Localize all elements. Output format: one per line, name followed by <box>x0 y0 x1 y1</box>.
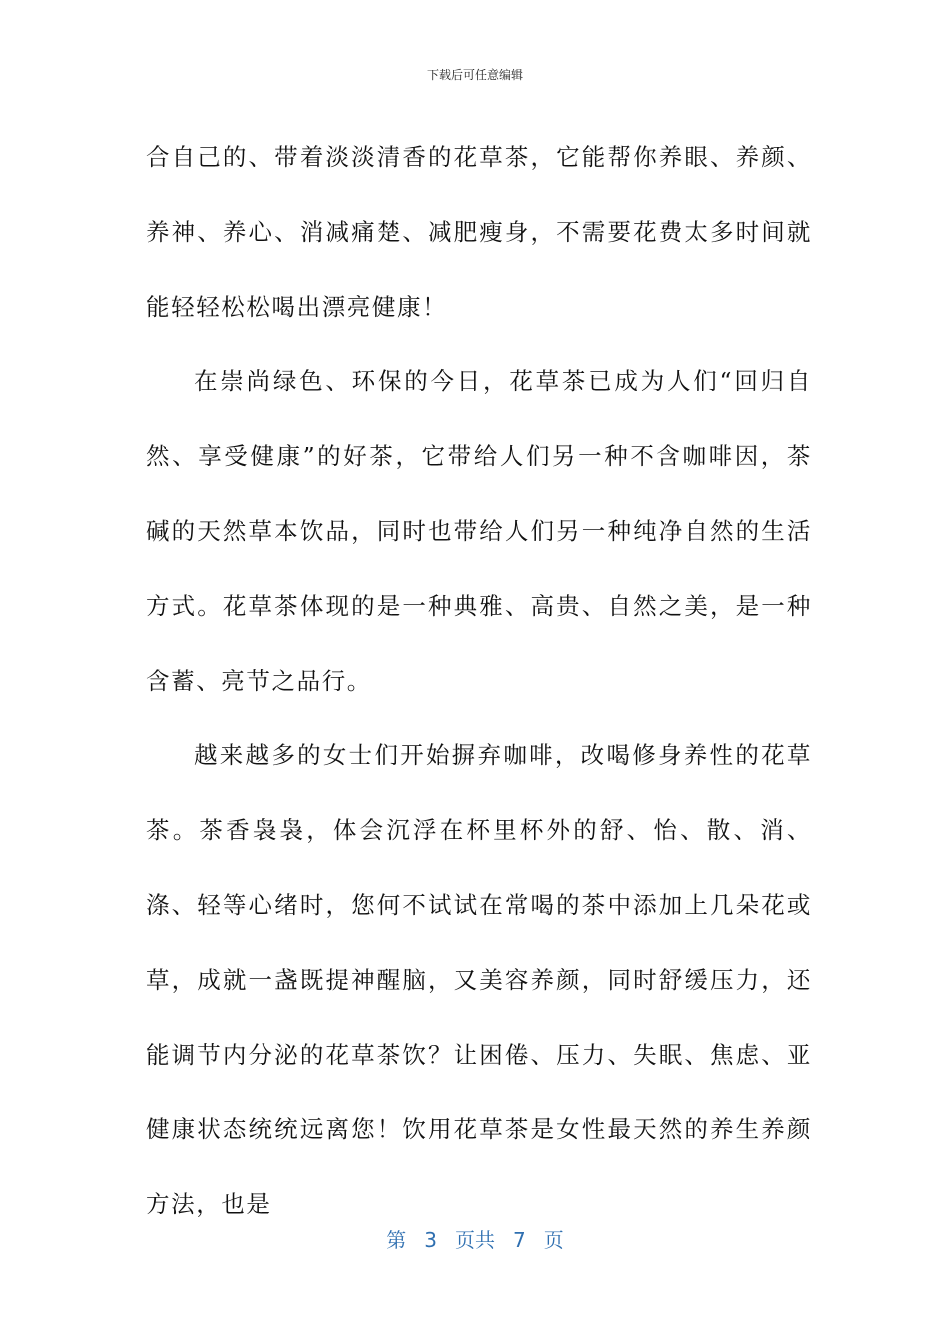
footer-suffix: 页 <box>543 1228 564 1252</box>
current-page-number: 3 <box>424 1228 437 1252</box>
document-body <box>146 120 812 1242</box>
header-text: 下载后可任意编辑 <box>426 68 523 82</box>
footer-prefix: 第 <box>386 1228 407 1252</box>
page-footer <box>0 1224 950 1253</box>
page-header <box>0 66 950 83</box>
paragraph-3: 越来越多的女士们开始摒弃咖啡，改喝修身养性的花草茶。茶香袅袅，体会沉浮在杯里杯外的舒、怡、散、消、涤、轻等心绪时，您何不试试在常喝的茶中添加上几朵花或草，成就一盏既提神醒脑，又美容养颜，同时舒缓压力，还能调节内分泌的花草茶饮？让困倦、压力、失眠、焦虑、亚健康状态统统远离您！饮用花草茶是女性最天然的养生养颜方法，也是 <box>146 741 812 1219</box>
paragraph-1: 合自己的、带着淡淡清香的花草茶，它能帮你养眼、养颜、养神、养心、消减痛楚、减肥瘦身，不需要花费太多时间就能轻轻松松喝出漂亮健康！ <box>146 143 812 321</box>
paragraph-2: 在崇尚绿色、环保的今日，花草茶已成为人们“回归自然、享受健康”的好茶，它带给人们另一种不含咖啡因，茶碱的天然草本饮品，同时也带给人们另一种纯净自然的生活方式。花草茶体现的是一种典雅、高贵、自然之美，是一种含蓄、亮节之品行。 <box>146 367 812 695</box>
footer-middle: 页共 <box>455 1228 495 1252</box>
total-pages-number: 7 <box>513 1228 526 1252</box>
